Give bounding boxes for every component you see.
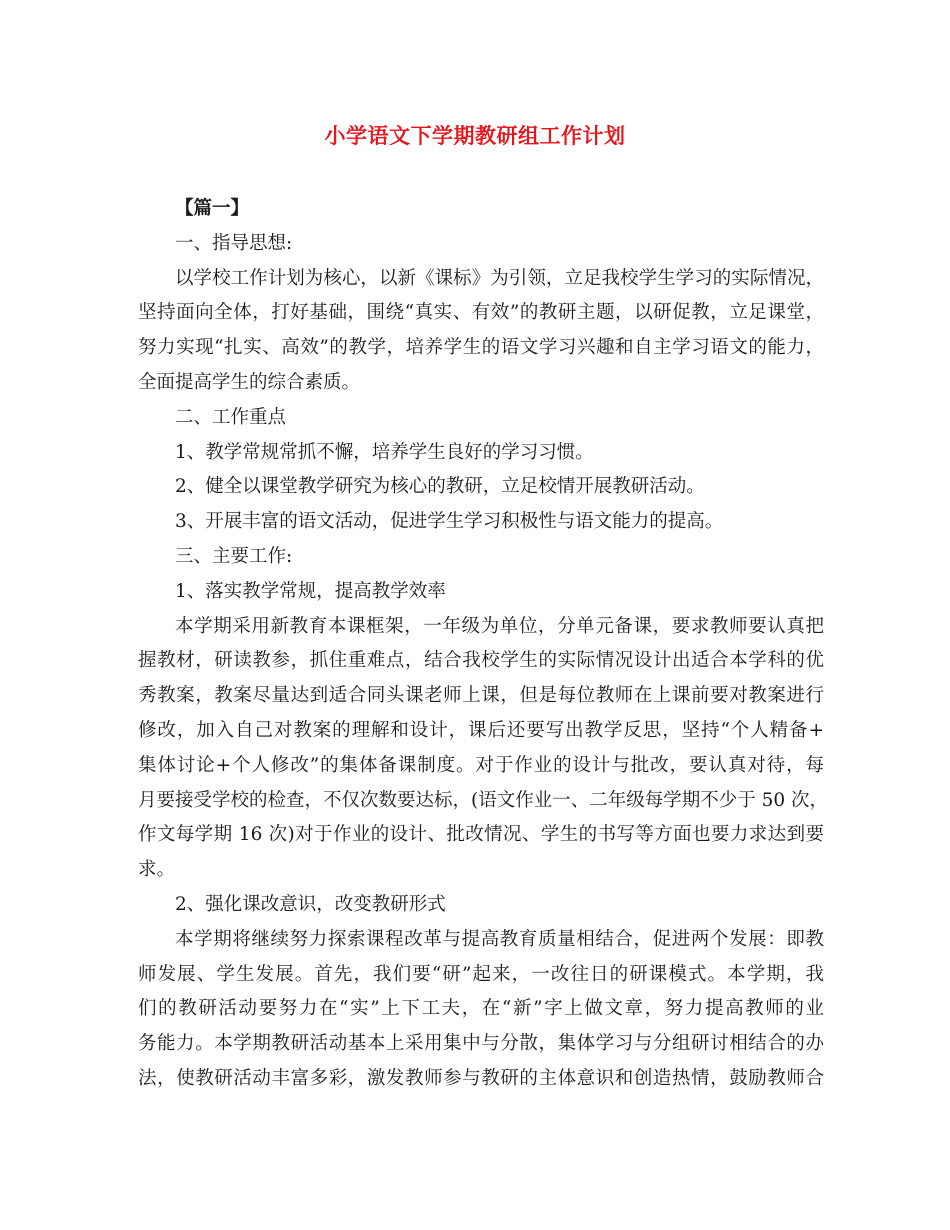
text-line: 二、工作重点 xyxy=(175,406,287,428)
text-line: 2、强化课改意识，改变教研形式 xyxy=(175,893,446,915)
text-line: 坚持面向全体，打好基础，围绕“真实、有效”的教研主题，以研促教，立足课堂， xyxy=(138,302,824,324)
text-line: 努力实现“扎实、高效”的教学，培养学生的语文学习兴趣和自主学习语文的能力， xyxy=(138,337,824,359)
text-line: 师发展、学生发展。首先，我们要“研”起来，一改往日的研课模式。本学期，我 xyxy=(138,963,824,985)
text-line: 握教材，研读教参，抓住重难点，结合我校学生的实际情况设计出适合本学科的优 xyxy=(138,650,824,672)
text-line: 们的教研活动要努力在“实”上下工夫，在“新”字上做文章，努力提高教师的业 xyxy=(138,998,824,1020)
document-title: 小学语文下学期教研组工作计划 xyxy=(324,123,626,148)
text-line: 作文每学期 16 次)对于作业的设计、批改情况、学生的书写等方面也要力求达到要 xyxy=(138,824,824,846)
text-line: 1、落实教学常规，提高教学效率 xyxy=(175,580,446,602)
text-line: 月要接受学校的检查，不仅次数要达标，(语文作业一、二年级每学期不少于 50 次， xyxy=(138,789,829,811)
text-line: 1、教学常规常抓不懈，培养学生良好的学习习惯。 xyxy=(175,441,594,463)
text-line: 本学期采用新教育本课框架，一年级为单位，分单元备课，要求教师要认真把 xyxy=(175,615,824,637)
text-line: 集体讨论+个人修改”的集体备课制度。对于作业的设计与批改，要认真对待，每 xyxy=(138,754,824,776)
text-line: 求。 xyxy=(138,859,176,881)
text-line: 3、开展丰富的语文活动，促进学生学习积极性与语文能力的提高。 xyxy=(175,511,724,533)
text-line: 三、主要工作: xyxy=(175,545,293,567)
text-line: 修改，加入自己对教案的理解和设计，课后还要写出教学反思，坚持“个人精备+ xyxy=(138,719,824,741)
text-line: 务能力。本学期教研活动基本上采用集中与分散，集体学习与分组研讨相结合的办 xyxy=(138,1033,824,1055)
text-line: 本学期将继续努力探索课程改革与提高教育质量相结合，促进两个发展：即教 xyxy=(175,928,824,950)
document-body xyxy=(138,192,829,1097)
text-line: 一、指导思想: xyxy=(175,232,293,254)
text-line: 秀教案，教案尽量达到适合同头课老师上课，但是每位教师在上课前要对教案进行 xyxy=(138,685,824,707)
text-line: 以学校工作计划为核心，以新《课标》为引领，立足我校学生学习的实际情况， xyxy=(175,267,824,289)
text-line: 【篇一】 xyxy=(175,198,250,219)
text-line: 2、健全以课堂教学研究为核心的教研，立足校情开展教研活动。 xyxy=(175,476,705,498)
text-line: 法，使教研活动丰富多彩，激发教师参与教研的主体意识和创造热情，鼓励教师合 xyxy=(138,1067,824,1089)
text-line: 全面提高学生的综合素质。 xyxy=(138,371,361,393)
